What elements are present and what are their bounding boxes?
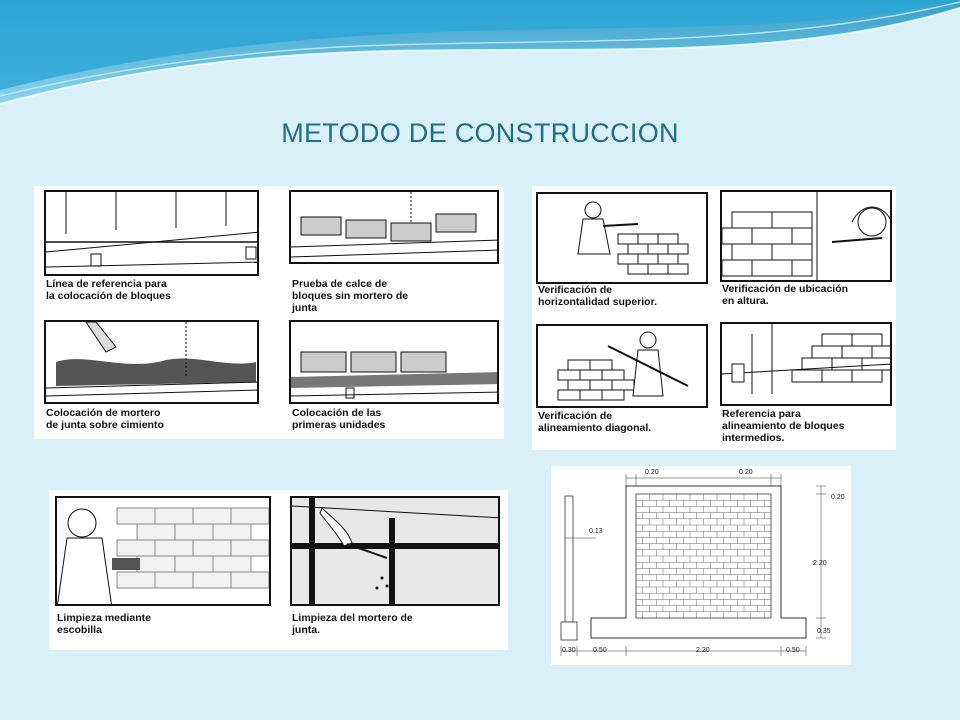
dim-right-top: 0.20 (831, 494, 845, 501)
illustration-height-check (720, 190, 892, 282)
illustration-brush-cleaning (55, 496, 271, 606)
illustration-first-units (289, 320, 499, 404)
illustration-diagonal-check (536, 324, 708, 408)
illustration-joint-mortar-cleaning (290, 496, 500, 606)
caption-horizontal-check: Verificación de horizontalidad superior. (538, 284, 658, 308)
illustration-dry-fit-blocks (289, 190, 499, 264)
caption-diagonal-check: Verificación de alineamiento diagonal. (538, 410, 652, 434)
dim-top-left: 0.20 (645, 469, 659, 476)
dim-bottom-3: 2.20 (696, 647, 710, 654)
illustration-horizontal-check (536, 192, 708, 284)
dim-top-right: 0.20 (739, 469, 753, 476)
block-laying-steps-panel (34, 186, 504, 439)
dim-right-mid: 2.20 (813, 560, 827, 567)
dim-left-mid: 0.13 (589, 528, 603, 535)
caption-dry-fit-blocks: Prueba de calce de bloques sin mortero de junta (292, 278, 409, 314)
caption-intermediate-alignment: Referencia para alineamiento de bloques intermedios. (722, 408, 845, 444)
illustration-intermediate-alignment (720, 322, 892, 406)
caption-first-units: Colocación de las primeras unidades (292, 407, 386, 431)
wall-elevation-drawing (551, 466, 851, 665)
caption-brush-cleaning: Limpieza mediante escobilla (57, 612, 151, 636)
illustration-reference-line (44, 190, 259, 276)
caption-mortar-on-foundation: Colocación de mortero de junta sobre cimiento (46, 407, 164, 431)
verification-steps-panel (532, 186, 896, 450)
dim-bottom-4: 0.50 (786, 647, 800, 654)
header-wave-decoration (0, 0, 960, 120)
slide-title: METODO DE CONSTRUCCION (281, 118, 679, 148)
caption-reference-line: Línea de referencia para la colocación de bloques (46, 278, 171, 302)
dim-bottom-2: 0.50 (593, 647, 607, 654)
dim-bottom-1: 0.30 (562, 647, 576, 654)
cleaning-steps-panel (49, 490, 508, 650)
caption-height-check: Verificación de ubicación en altura. (722, 283, 849, 307)
illustration-mortar-on-foundation (44, 320, 259, 404)
dim-right-bottom: 0.35 (817, 628, 831, 635)
wall-elevation-drawing-panel (551, 466, 851, 665)
caption-joint-mortar-cleaning: Limpieza del mortero de junta. (292, 612, 413, 636)
